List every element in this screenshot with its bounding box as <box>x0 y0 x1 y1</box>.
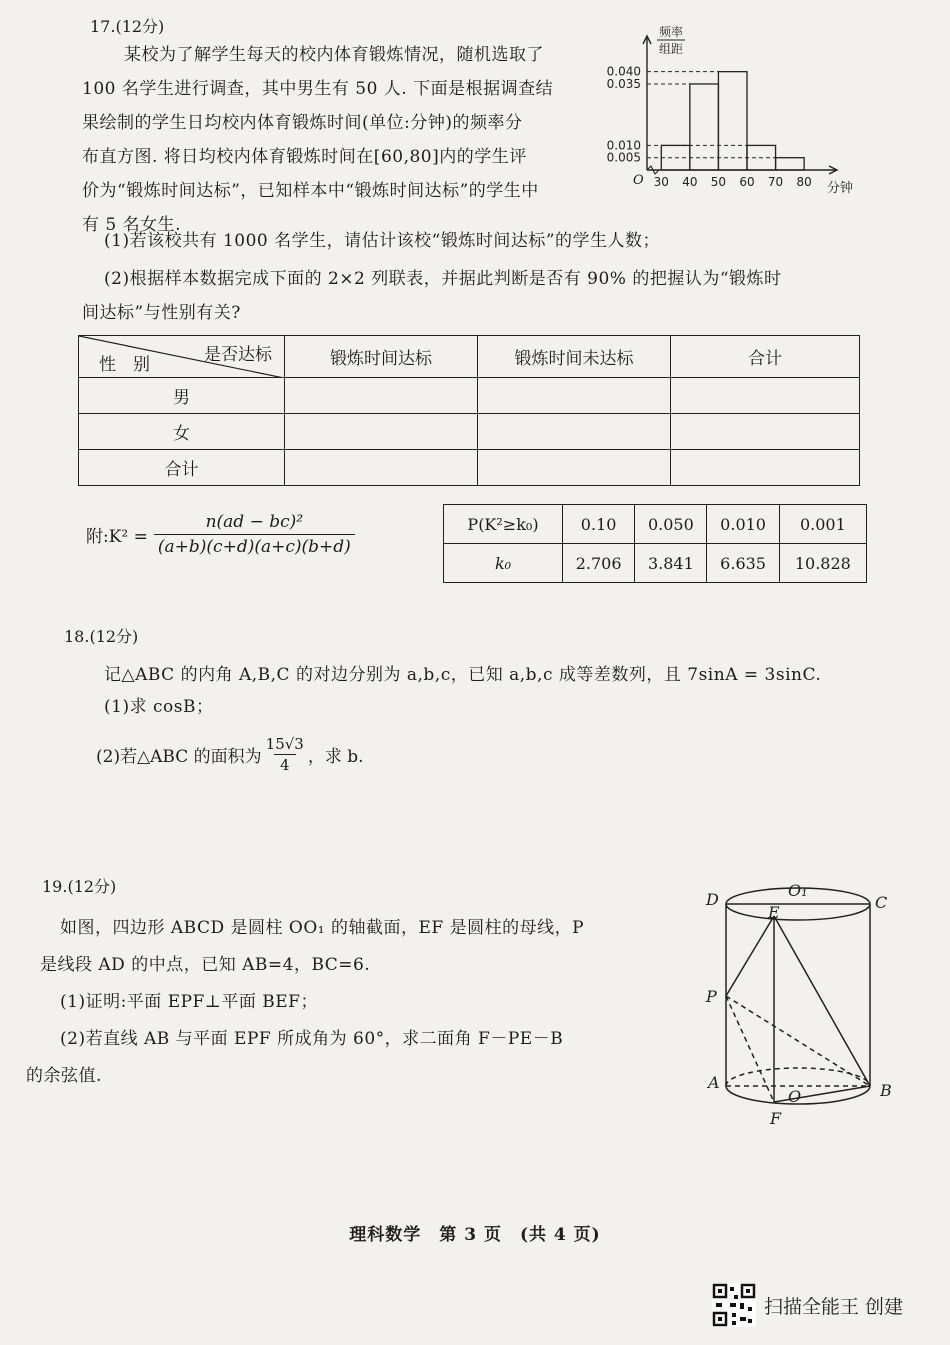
segment-EB <box>774 916 870 1086</box>
q18-part2-post: ，求 b. <box>307 747 364 767</box>
formula-prefix: 附:K² = <box>86 527 148 547</box>
empty-cell <box>671 414 860 450</box>
kt-k-value: 3.841 <box>635 544 707 583</box>
q17-line: 某校为了解学生每天的校内体育锻炼情况，随机选取了 <box>124 45 544 65</box>
empty-cell <box>671 378 860 414</box>
empty-cell <box>285 414 478 450</box>
q19-line: 如图，四边形 ABCD 是圆柱 OO₁ 的轴截面，EF 是圆柱的母线，P <box>60 918 585 938</box>
kt-label-k: k₀ <box>444 544 563 583</box>
kt-p-value: 0.010 <box>707 505 779 544</box>
kt-k-value: 2.706 <box>563 544 635 583</box>
x-tick-label: 40 <box>682 175 698 189</box>
header-cell: 锻炼时间达标 <box>285 336 478 378</box>
contingency-table <box>78 335 860 486</box>
kt-p-value: 0.050 <box>635 505 707 544</box>
q19-heading: 19.(12分) <box>42 877 117 896</box>
x-tick-label: 60 <box>739 175 755 189</box>
frequency-histogram <box>595 22 870 197</box>
qr-code-icon <box>712 1283 756 1327</box>
label-E: E <box>768 903 780 922</box>
q18-part1: (1)求 cosB； <box>104 697 214 717</box>
q18-statement: 记△ABC 的内角 A,B,C 的对边分别为 a,b,c，已知 a,b,c 成等差数列，且 7sinA = 3sinC. <box>104 665 822 685</box>
area-numerator: 15√3 <box>265 735 304 753</box>
q17-line: 有 5 名女生. <box>82 215 182 235</box>
q17-line: 价为“锻炼时间达标”，已知样本中“锻炼时间达标”的学生中 <box>82 181 539 201</box>
label-A: A <box>708 1073 720 1092</box>
kt-k-value: 6.635 <box>707 544 779 583</box>
x-tick-label: 80 <box>796 175 812 189</box>
segment-PE <box>726 916 774 996</box>
y-tick-label: 0.040 <box>606 64 641 79</box>
scanner-watermark <box>712 1283 903 1327</box>
segment-PB <box>726 996 870 1086</box>
label-B: B <box>880 1081 892 1100</box>
bottom-back-arc <box>726 1068 870 1086</box>
histogram-bar <box>718 72 747 170</box>
q17-part2-line: (2)根据样本数据完成下面的 2×2 列联表，并据此判断是否有 90% 的把握认为“锻炼时 <box>104 269 782 289</box>
kt-p-value: 0.001 <box>779 505 866 544</box>
empty-cell <box>478 414 671 450</box>
q19-line: 是线段 AD 的中点，已知 AB=4，BC=6. <box>40 955 371 975</box>
q19-line: 的余弦值. <box>26 1066 102 1086</box>
label-D: D <box>706 890 719 909</box>
formula-denominator: (a+b)(c+d)(a+c)(b+d) <box>154 534 355 557</box>
formula-numerator: n(ad − bc)² <box>205 512 304 532</box>
y-tick-label: 0.010 <box>606 138 641 153</box>
q17-line: 布直方图. 将日均校内体育锻炼时间在[60,80]内的学生评 <box>82 147 527 167</box>
histogram-bar <box>776 158 805 170</box>
q17-line: 100 名学生进行调查，其中男生有 50 人. 下面是根据调查结 <box>82 79 554 99</box>
row-label: 男 <box>79 378 285 414</box>
q17-line: 果绘制的学生日均校内体育锻炼时间(单位:分钟)的频率分 <box>82 113 523 133</box>
kt-k-value: 10.828 <box>779 544 866 583</box>
q19-line: (2)若直线 AB 与平面 EPF 所成角为 60°，求二面角 F－PE－B <box>60 1029 564 1049</box>
q17-heading: 17.(12分) <box>90 17 165 36</box>
q18-part2 <box>96 735 364 774</box>
label-O: O <box>788 1087 802 1106</box>
empty-cell <box>285 450 478 486</box>
y-tick-label: 0.005 <box>606 150 641 165</box>
cylinder-figure <box>700 876 900 1132</box>
kt-label-p: P(K²≥k₀) <box>444 505 563 544</box>
histogram-bar <box>690 84 719 170</box>
empty-cell <box>478 378 671 414</box>
q17-part2 <box>82 262 872 330</box>
label-P: P <box>706 987 717 1006</box>
q19-line: (1)证明:平面 EPF⊥平面 BEF； <box>60 992 318 1012</box>
origin-label: O <box>633 173 644 188</box>
corner-cell <box>79 336 285 378</box>
q17-part2-line: 间达标”与性别有关? <box>82 303 241 323</box>
q18-part2-pre: (2)若△ABC 的面积为 <box>96 747 262 767</box>
label-F: F <box>770 1109 782 1128</box>
row-label: 合计 <box>79 450 285 486</box>
q19-paragraph <box>26 910 690 1095</box>
x-tick-label: 70 <box>767 175 784 189</box>
y-axis-label-bottom: 组距 <box>658 42 684 56</box>
page-footer: 理科数学 第 3 页 (共 4 页) <box>349 1225 601 1245</box>
empty-cell <box>478 450 671 486</box>
empty-cell <box>285 378 478 414</box>
x-axis-label: 分钟 <box>827 181 854 196</box>
x-tick-label: 30 <box>653 175 669 189</box>
y-tick-label: 0.035 <box>606 76 641 91</box>
label-O1: O₁ <box>788 881 808 900</box>
q18-heading: 18.(12分) <box>64 627 139 646</box>
corner-top-label: 是否达标 <box>204 345 272 365</box>
header-cell: 合计 <box>671 336 860 378</box>
critical-value-table <box>443 504 867 583</box>
area-denominator: 4 <box>274 754 296 774</box>
label-C: C <box>875 893 888 912</box>
k2-formula <box>86 512 355 557</box>
q17-part1: (1)若该校共有 1000 名学生，请估计该校“锻炼时间达标”的学生人数； <box>104 231 661 251</box>
x-tick-label: 50 <box>710 175 727 189</box>
empty-cell <box>671 450 860 486</box>
q17-paragraph <box>82 38 592 242</box>
header-cell: 锻炼时间未达标 <box>478 336 671 378</box>
kt-p-value: 0.10 <box>563 505 635 544</box>
row-label: 女 <box>79 414 285 450</box>
y-axis-label-top: 频率 <box>658 25 684 39</box>
watermark-text: 扫描全能王 创建 <box>764 1295 904 1318</box>
corner-bottom-label: 性 别 <box>99 355 150 375</box>
